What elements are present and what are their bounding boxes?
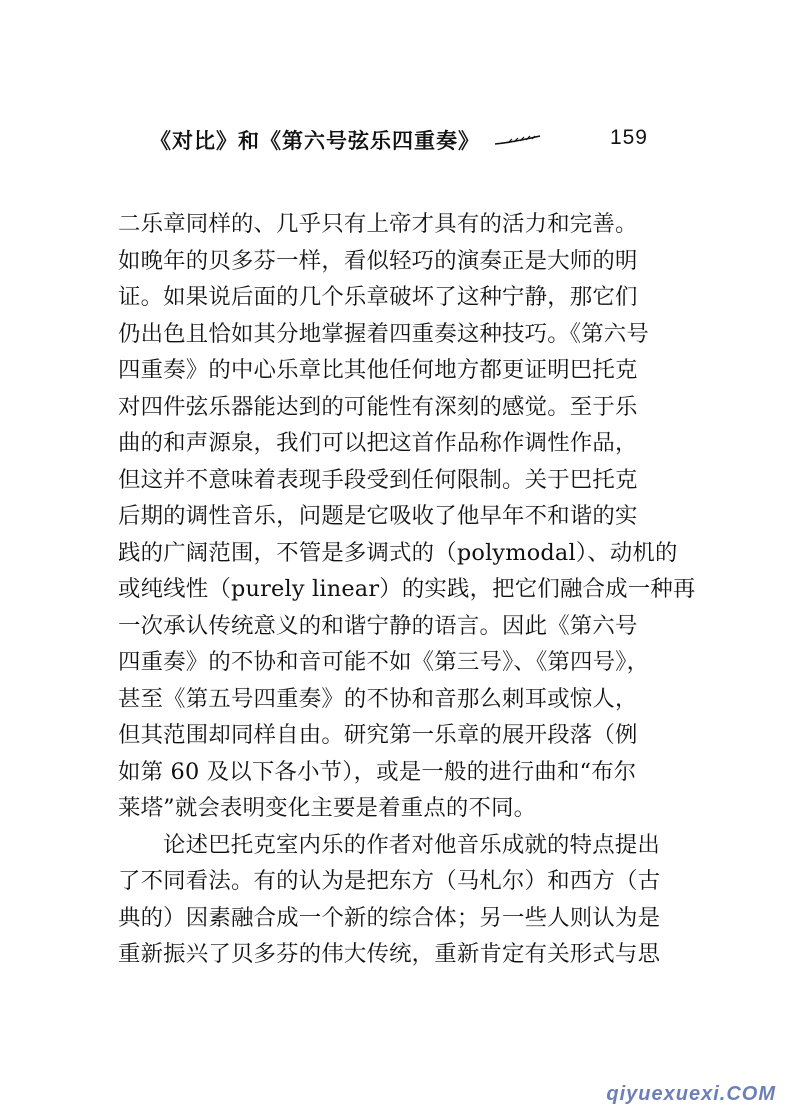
- text-line: 四重奏》的中心乐章比其他任何地方都更证明巴托克: [118, 357, 638, 383]
- text-line: 或纯线性（purely linear）的实践，把它们融合成一种再: [118, 576, 696, 602]
- text-line: 莱塔”就会表明变化主要是着重点的不同。: [118, 795, 537, 821]
- text-line: 证。如果说后面的几个乐章破坏了这种宁静，那它们: [118, 284, 638, 310]
- body-text: [118, 206, 696, 973]
- page-number: 159: [609, 126, 648, 149]
- text-line: 对四件弦乐器能达到的可能性有深刻的感觉。至于乐: [118, 393, 638, 420]
- feather-ornament-icon: [494, 134, 542, 146]
- text-line: 二乐章同样的、几乎只有上帝才具有的活力和完善。: [118, 211, 638, 237]
- text-line: 如第 60 及以下各小节），或是一般的进行曲和“布尔: [118, 758, 637, 785]
- text-line: 后期的调性音乐，问题是它吸收了他早年不和谐的实: [118, 503, 638, 529]
- text-line: 践的广阔范围，不管是多调式的（polymodal）、动机的: [118, 539, 678, 566]
- text-line: 一次承认传统意义的和谐宁静的语言。因此《第六号: [118, 612, 638, 639]
- text-line: 曲的和声源泉，我们可以把这首作品称作调性作品，: [118, 430, 638, 456]
- text-line: 四重奏》的不协和音可能不如《第三号》、《第四号》，: [118, 649, 650, 675]
- text-line: 典的）因素融合成一个新的综合体；另一些人则认为是: [118, 904, 661, 931]
- text-line: 但这并不意味着表现手段受到任何限制。关于巴托克: [118, 466, 638, 493]
- text-line: 重新振兴了贝多芬的伟大传统，重新肯定有关形式与思: [118, 941, 661, 967]
- text-line: 论述巴托克室内乐的作者对他音乐成就的特点提出: [163, 831, 660, 858]
- running-header: [150, 122, 670, 158]
- text-line: 仍出色且恰如其分地掌握着四重奏这种技巧。《第六号: [118, 320, 649, 347]
- text-line: 如晚年的贝多芬一样，看似轻巧的演奏正是大师的明: [118, 247, 638, 274]
- text-line: 甚至《第五号四重奏》的不协和音那么刺耳或惊人，: [118, 685, 638, 712]
- text-line: 了不同看法。有的认为是把东方（马札尔）和西方（古: [118, 868, 661, 894]
- text-line: 但其范围却同样自由。研究第一乐章的展开段落（例: [118, 722, 638, 748]
- site-watermark: qiyuexuexi.COM: [606, 1083, 776, 1105]
- header-title: 《对比》和《第六号弦乐四重奏》: [150, 129, 480, 153]
